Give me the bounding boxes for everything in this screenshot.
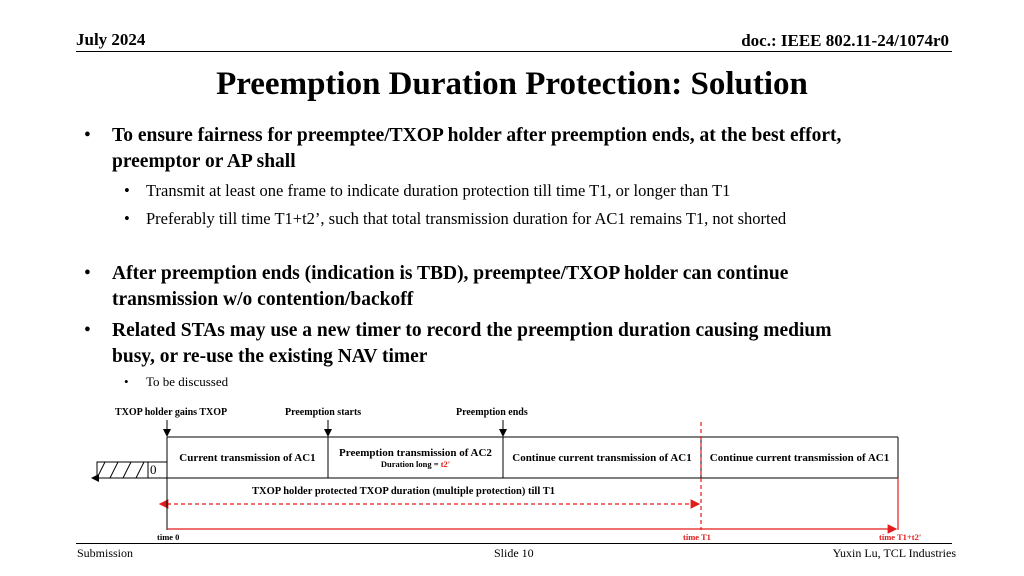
- time-label-t1-t2: time T1+t2': [879, 532, 922, 542]
- time-label-0: time 0: [157, 532, 180, 542]
- sub-bullet-to-be-discussed: • To be discussed: [146, 374, 228, 390]
- backoff-counter: 0: [150, 462, 157, 477]
- box-continue-transmission-1: Continue current transmission of AC1: [512, 451, 692, 464]
- protection-label: TXOP holder protected TXOP duration (multiple protection) till T1: [252, 486, 555, 497]
- slide-title: Preemption Duration Protection: Solution: [216, 66, 808, 102]
- event-label-preemption-starts: Preemption starts: [285, 407, 362, 418]
- event-label-preemption-ends: Preemption ends: [456, 407, 528, 418]
- sub-bullet-transmit-frame: • Transmit at least one frame to indicate duration protection till time T1, or longer than T1: [146, 179, 866, 202]
- footer-submission: Submission: [77, 546, 134, 560]
- event-label-gains-txop: TXOP holder gains TXOP: [115, 407, 228, 418]
- box-current-transmission: Current transmission of AC1: [179, 451, 316, 464]
- footer-author: Yuxin Lu, TCL Industries: [832, 546, 956, 560]
- time-label-t1: time T1: [683, 532, 711, 542]
- footer-slide-number: Slide 10: [494, 546, 534, 560]
- footer-divider: [76, 543, 952, 544]
- bullet-fairness: • To ensure fairness for preemptee/TXOP holder after preemption ends, at the best effort, preemptor or AP shall: [112, 123, 872, 175]
- duration-value: t2': [440, 458, 451, 469]
- bullet-after-preemption: • After preemption ends (indication is TBD), preemptee/TXOP holder can continue transmission w/o contention/backoff: [112, 261, 872, 313]
- header-doc-id: doc.: IEEE 802.11-24/1074r0: [741, 31, 949, 50]
- box-continue-transmission-2: Continue current transmission of AC1: [709, 451, 890, 464]
- header-date: July 2024: [76, 30, 146, 49]
- box-preemption-transmission: Preemption transmission of AC2 Duration long = t2': [339, 446, 492, 469]
- sub-bullet-preferably: • Preferably till time T1+t2’, such that total transmission duration for AC1 remains T1, not shorted: [146, 207, 866, 230]
- bullet-related-stas: • Related STAs may use a new timer to record the preemption duration causing medium busy, or re-use the existing NAV timer: [112, 318, 872, 370]
- backoff-box: [97, 462, 167, 478]
